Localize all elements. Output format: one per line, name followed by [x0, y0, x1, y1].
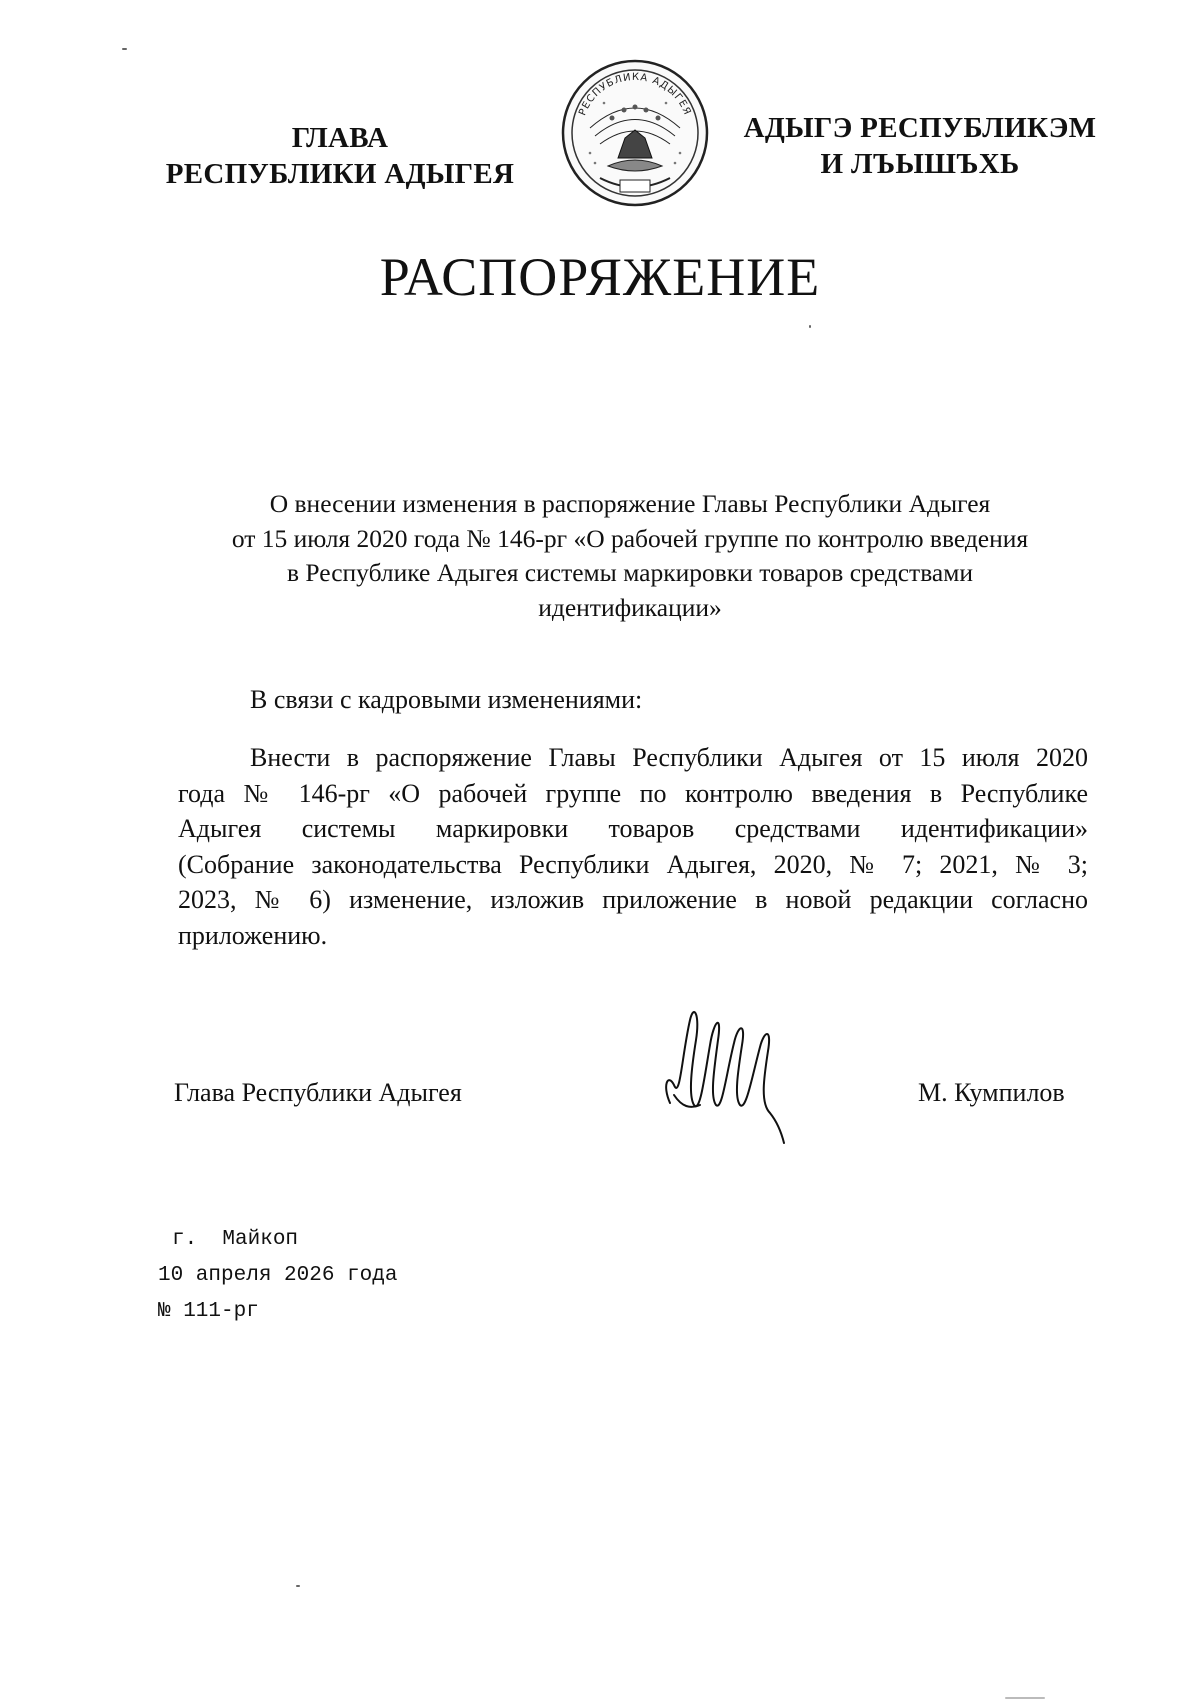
document-subject — [160, 487, 1100, 625]
document-place: г. Майкоп — [172, 1228, 299, 1251]
subject-line-1: О внесении изменения в распоряжение Главы Республики Адыгея — [269, 489, 991, 518]
header-left-line-1: ГЛАВА — [291, 122, 389, 154]
coat-of-arms-icon — [560, 58, 710, 208]
body-line-1: Внести в распоряжение Главы Республики Адыгея от 15 июля 2020 — [250, 743, 1088, 772]
signatory-position: Глава Республики Адыгея — [174, 1078, 462, 1107]
handwritten-signature-icon — [660, 985, 810, 1145]
body-line-4: (Собрание законодательства Республики Адыгея, 2020, № 7; 2021, № 3; — [178, 849, 1088, 879]
emblem-ring-text: РЕСПУБЛИКА АДЫГЕЯ — [577, 71, 693, 118]
document-title: РАСПОРЯЖЕНИЕ — [379, 247, 821, 307]
intro-paragraph: В связи с кадровыми изменениями: — [250, 685, 643, 714]
body-line-3: Адыгея системы маркировки товаров средствами идентификации» — [178, 814, 1088, 843]
signatory-name: М. Кумпилов — [918, 1078, 1065, 1107]
scan-speck — [809, 325, 811, 328]
document-number: № 111-рг — [158, 1300, 259, 1323]
subject-line-2: от 15 июля 2020 года № 146-рг «О рабочей группе по контролю введения — [231, 523, 1029, 553]
document-date: 10 апреля 2026 года — [158, 1264, 398, 1287]
scan-speck — [296, 1585, 300, 1587]
subject-line-3: в Республике Адыгея системы маркировки товаров средствами — [286, 558, 973, 587]
scan-speck — [122, 48, 127, 50]
subject-line-4: идентификации» — [538, 592, 722, 622]
body-line-2: года № 146-рг «О рабочей группе по контролю введения в Республике — [178, 778, 1088, 808]
header-left — [160, 120, 520, 192]
scan-speck — [1005, 1697, 1045, 1699]
header-left-line-2: РЕСПУБЛИКИ АДЫГЕЯ — [165, 158, 515, 190]
header-right-line-1: АДЫГЭ РЕСПУБЛИКЭМ — [743, 112, 1097, 144]
header-right-line-2: И ЛЪЫШЪХЬ — [820, 148, 1020, 180]
body-line-5: 2023, № 6) изменение, изложив приложение в новой редакции согласно — [178, 885, 1088, 914]
body-paragraph — [178, 740, 1088, 953]
body-line-6: приложению. — [178, 920, 328, 950]
header-right — [730, 110, 1110, 182]
